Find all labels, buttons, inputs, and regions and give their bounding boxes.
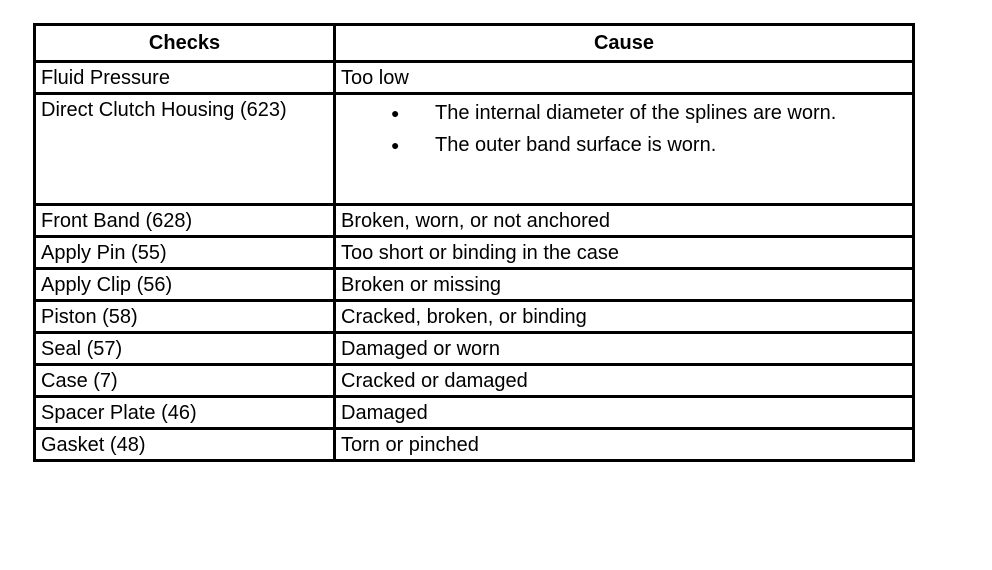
diagnosis-table-container bbox=[33, 23, 912, 462]
cause-cell: Cracked or damaged bbox=[335, 365, 914, 397]
cause-cell: Too low bbox=[335, 62, 914, 94]
cause-cell bbox=[335, 94, 914, 205]
bullet-text: The outer band surface is worn. bbox=[435, 134, 717, 156]
cause-cell: Cracked, broken, or binding bbox=[335, 301, 914, 333]
cause-cell: Broken, worn, or not anchored bbox=[335, 205, 914, 237]
list-item bbox=[341, 102, 912, 134]
bullet-icon: ● bbox=[391, 137, 400, 153]
bullet-icon: ● bbox=[391, 105, 400, 121]
cause-bullet-list bbox=[341, 99, 912, 166]
check-cell: Direct Clutch Housing (623) bbox=[35, 94, 335, 205]
check-cell: Front Band (628) bbox=[35, 205, 335, 237]
table-header-row bbox=[35, 25, 914, 62]
check-cell: Gasket (48) bbox=[35, 429, 335, 461]
check-cell: Apply Clip (56) bbox=[35, 269, 335, 301]
cause-cell: Damaged bbox=[335, 397, 914, 429]
table-row bbox=[35, 397, 914, 429]
table-row bbox=[35, 62, 914, 94]
table-row bbox=[35, 301, 914, 333]
check-cell: Piston (58) bbox=[35, 301, 335, 333]
table-row bbox=[35, 269, 914, 301]
check-cell: Spacer Plate (46) bbox=[35, 397, 335, 429]
cause-cell: Too short or binding in the case bbox=[335, 237, 914, 269]
table-row bbox=[35, 237, 914, 269]
table-row bbox=[35, 94, 914, 205]
header-cause: Cause bbox=[335, 25, 914, 62]
bullet-text: The internal diameter of the splines are worn. bbox=[435, 102, 837, 124]
cause-cell: Torn or pinched bbox=[335, 429, 914, 461]
table-row bbox=[35, 333, 914, 365]
table-row bbox=[35, 429, 914, 461]
diagnosis-table bbox=[33, 23, 915, 462]
check-cell: Apply Pin (55) bbox=[35, 237, 335, 269]
check-cell: Fluid Pressure bbox=[35, 62, 335, 94]
list-item bbox=[341, 134, 912, 166]
cause-cell: Damaged or worn bbox=[335, 333, 914, 365]
table-row bbox=[35, 205, 914, 237]
check-cell: Seal (57) bbox=[35, 333, 335, 365]
table-row bbox=[35, 365, 914, 397]
header-checks: Checks bbox=[35, 25, 335, 62]
cause-cell: Broken or missing bbox=[335, 269, 914, 301]
check-cell: Case (7) bbox=[35, 365, 335, 397]
